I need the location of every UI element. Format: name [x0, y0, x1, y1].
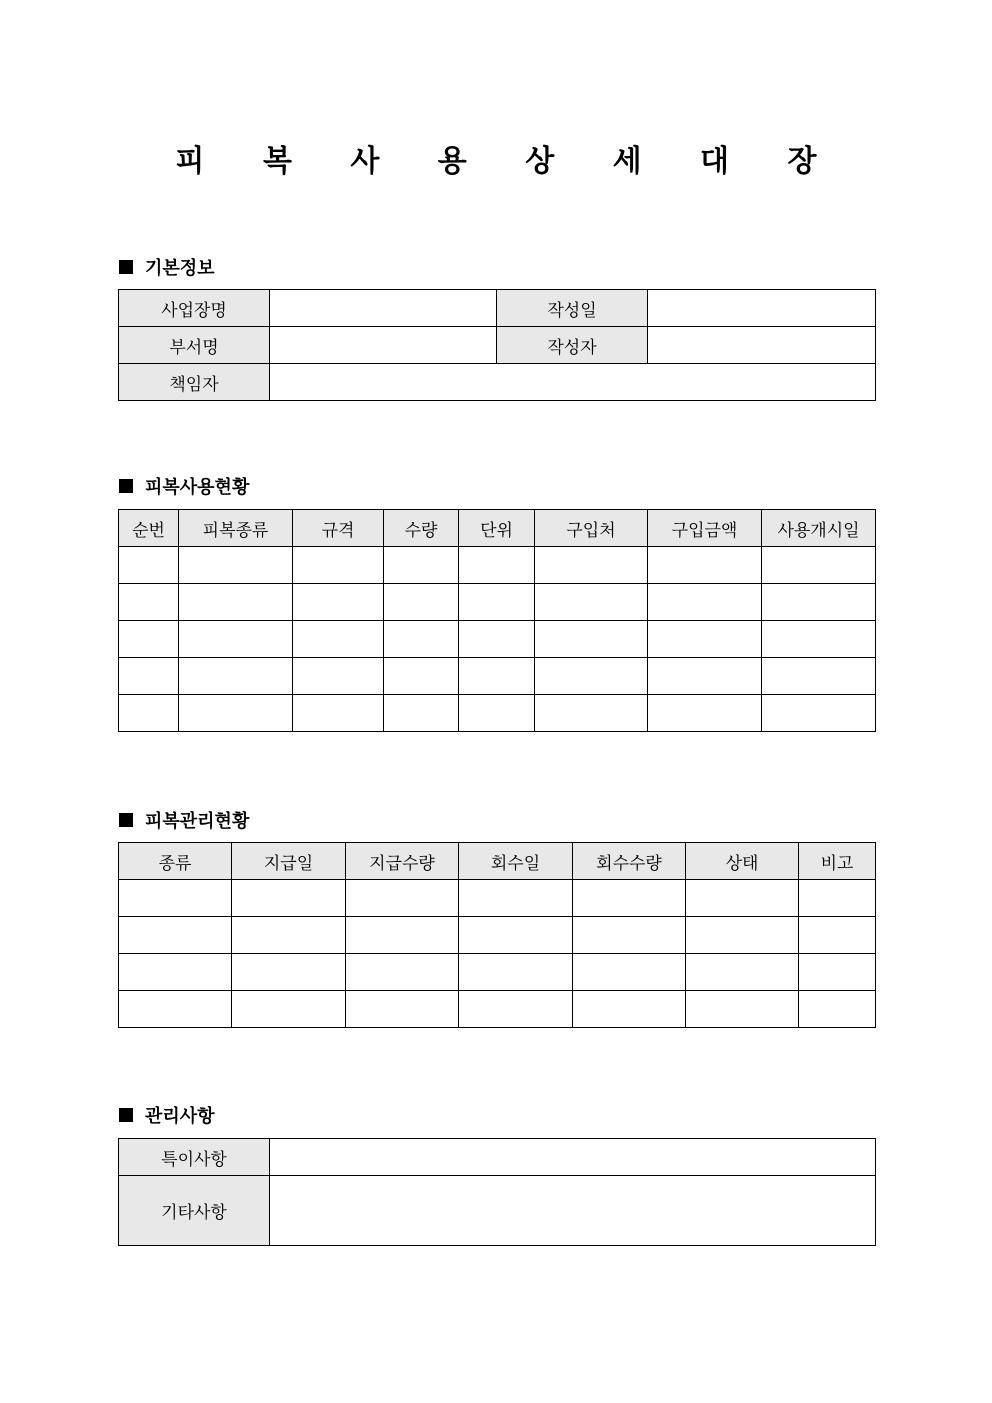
- column-header: 상태: [686, 843, 799, 880]
- column-header: 사용개시일: [762, 510, 876, 547]
- table-cell[interactable]: [762, 584, 876, 621]
- table-cell[interactable]: [648, 695, 762, 732]
- writer-label: 작성자: [497, 327, 648, 364]
- table-cell[interactable]: [762, 658, 876, 695]
- table-cell[interactable]: [573, 954, 686, 991]
- table-row: [119, 547, 876, 584]
- table-cell[interactable]: [119, 917, 232, 954]
- table-cell[interactable]: [232, 880, 346, 917]
- other-notes-label: 기타사항: [119, 1176, 270, 1246]
- business-name-label: 사업장명: [119, 290, 270, 327]
- table-cell[interactable]: [293, 658, 384, 695]
- table-row: [119, 695, 876, 732]
- section-heading-notes: [119, 1102, 215, 1128]
- column-header: 종류: [119, 843, 232, 880]
- table-cell[interactable]: [762, 547, 876, 584]
- table-cell[interactable]: [799, 954, 876, 991]
- table-row: [119, 584, 876, 621]
- table-cell[interactable]: [119, 584, 179, 621]
- section-heading-label: 기본정보: [145, 258, 215, 279]
- written-date-field[interactable]: [648, 290, 876, 327]
- table-cell[interactable]: [119, 880, 232, 917]
- table-cell[interactable]: [293, 695, 384, 732]
- table-header-row: [119, 843, 876, 880]
- table-cell[interactable]: [119, 621, 179, 658]
- table-cell[interactable]: [384, 621, 459, 658]
- department-field[interactable]: [270, 327, 497, 364]
- table-cell[interactable]: [459, 621, 535, 658]
- column-header: 회수수량: [573, 843, 686, 880]
- column-header: 규격: [293, 510, 384, 547]
- table-row: [119, 991, 876, 1028]
- table-cell[interactable]: [762, 695, 876, 732]
- table-cell[interactable]: [686, 917, 799, 954]
- column-header: 단위: [459, 510, 535, 547]
- table-cell[interactable]: [232, 954, 346, 991]
- column-header: 순번: [119, 510, 179, 547]
- table-cell[interactable]: [293, 621, 384, 658]
- column-header: 회수일: [459, 843, 573, 880]
- table-cell[interactable]: [535, 621, 648, 658]
- table-cell[interactable]: [179, 584, 293, 621]
- table-cell[interactable]: [686, 880, 799, 917]
- square-bullet-icon: [119, 479, 133, 493]
- basic-info-table: [118, 289, 876, 401]
- table-cell[interactable]: [573, 991, 686, 1028]
- section-heading-management: [119, 807, 249, 833]
- table-cell[interactable]: [346, 954, 459, 991]
- table-cell[interactable]: [346, 880, 459, 917]
- manager-field[interactable]: [270, 364, 876, 401]
- table-cell[interactable]: [459, 954, 573, 991]
- table-cell[interactable]: [119, 547, 179, 584]
- table-cell[interactable]: [459, 880, 573, 917]
- table-cell[interactable]: [119, 954, 232, 991]
- column-header: 지급수량: [346, 843, 459, 880]
- table-cell[interactable]: [179, 621, 293, 658]
- table-cell[interactable]: [648, 658, 762, 695]
- table-cell[interactable]: [119, 695, 179, 732]
- table-cell[interactable]: [459, 547, 535, 584]
- table-cell[interactable]: [799, 991, 876, 1028]
- table-header-row: [119, 510, 876, 547]
- square-bullet-icon: [119, 1108, 133, 1122]
- table-cell[interactable]: [459, 658, 535, 695]
- table-cell[interactable]: [232, 991, 346, 1028]
- table-cell[interactable]: [232, 917, 346, 954]
- notes-table: [118, 1138, 876, 1246]
- table-cell[interactable]: [346, 991, 459, 1028]
- table-cell[interactable]: [459, 917, 573, 954]
- table-cell[interactable]: [293, 584, 384, 621]
- table-cell[interactable]: [459, 584, 535, 621]
- special-notes-field[interactable]: [270, 1139, 876, 1176]
- table-row: [119, 621, 876, 658]
- table-cell[interactable]: [119, 991, 232, 1028]
- table-row: [119, 954, 876, 991]
- table-cell[interactable]: [686, 991, 799, 1028]
- table-row: [119, 880, 876, 917]
- table-cell[interactable]: [799, 917, 876, 954]
- table-cell[interactable]: [384, 658, 459, 695]
- page-title: 피 복 사 용 상 세 대 장: [175, 144, 841, 179]
- table-cell[interactable]: [535, 658, 648, 695]
- table-cell[interactable]: [535, 695, 648, 732]
- table-cell[interactable]: [179, 658, 293, 695]
- table-cell[interactable]: [179, 547, 293, 584]
- table-cell[interactable]: [459, 695, 535, 732]
- square-bullet-icon: [119, 260, 133, 274]
- table-cell[interactable]: [686, 954, 799, 991]
- square-bullet-icon: [119, 813, 133, 827]
- management-table: [118, 842, 876, 1028]
- table-cell[interactable]: [535, 584, 648, 621]
- table-cell[interactable]: [648, 621, 762, 658]
- table-cell[interactable]: [573, 917, 686, 954]
- table-cell[interactable]: [648, 584, 762, 621]
- column-header: 피복종류: [179, 510, 293, 547]
- table-cell[interactable]: [573, 880, 686, 917]
- department-label: 부서명: [119, 327, 270, 364]
- table-cell[interactable]: [799, 880, 876, 917]
- section-heading-usage: [119, 473, 249, 499]
- section-heading-label: 관리사항: [145, 1106, 215, 1127]
- section-heading-basic-info: [119, 254, 215, 280]
- table-cell[interactable]: [384, 547, 459, 584]
- business-name-field[interactable]: [270, 290, 497, 327]
- column-header: 구입처: [535, 510, 648, 547]
- writer-field[interactable]: [648, 327, 876, 364]
- table-cell[interactable]: [535, 547, 648, 584]
- table-cell[interactable]: [384, 584, 459, 621]
- special-notes-label: 특이사항: [119, 1139, 270, 1176]
- column-header: 지급일: [232, 843, 346, 880]
- section-heading-label: 피복관리현황: [145, 811, 250, 832]
- table-cell[interactable]: [384, 695, 459, 732]
- table-row: [119, 658, 876, 695]
- usage-table: [118, 509, 876, 732]
- column-header: 구입금액: [648, 510, 762, 547]
- other-notes-field[interactable]: [270, 1176, 876, 1246]
- section-heading-label: 피복사용현황: [145, 477, 250, 498]
- table-cell[interactable]: [346, 917, 459, 954]
- table-cell[interactable]: [119, 658, 179, 695]
- written-date-label: 작성일: [497, 290, 648, 327]
- table-cell[interactable]: [648, 547, 762, 584]
- table-cell[interactable]: [179, 695, 293, 732]
- table-row: [119, 917, 876, 954]
- table-cell[interactable]: [459, 991, 573, 1028]
- manager-label: 책임자: [119, 364, 270, 401]
- table-cell[interactable]: [293, 547, 384, 584]
- column-header: 비고: [799, 843, 876, 880]
- table-cell[interactable]: [762, 621, 876, 658]
- column-header: 수량: [384, 510, 459, 547]
